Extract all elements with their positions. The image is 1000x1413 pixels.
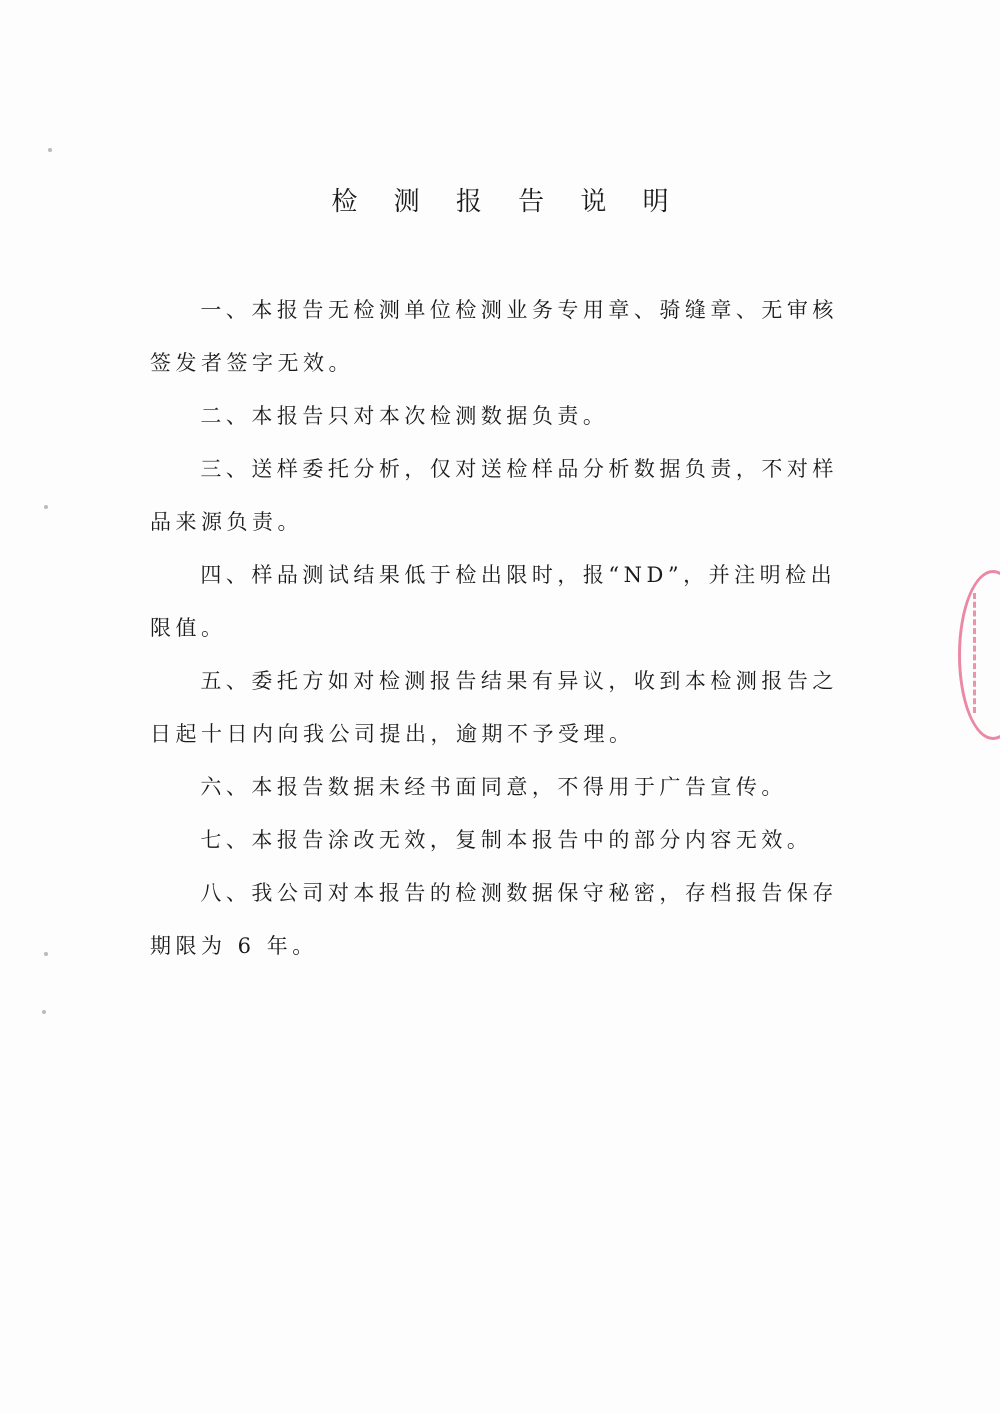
scan-speck (44, 952, 48, 956)
clause-6: 六、本报告数据未经书面同意，不得用于广告宣传。 (200, 775, 787, 799)
scan-speck (48, 148, 52, 152)
seal-stamp-fragment (958, 570, 1000, 740)
scan-speck (42, 1010, 46, 1014)
clause-8: 八、我公司对本报告的检测数据保守秘密，存档报告保存期限为 6 年。 (150, 881, 838, 958)
document-body (150, 284, 850, 973)
clause-7: 七、本报告涂改无效，复制本报告中的部分内容无效。 (200, 828, 813, 852)
page-title: 检 测 报 告 说 明 (331, 187, 683, 217)
clause-5: 五、委托方如对检测报告结果有异议，收到本检测报告之日起十日内向我公司提出，逾期不予受理。 (150, 669, 838, 746)
clause-1: 一、本报告无检测单位检测业务专用章、骑缝章、无审核签发者签字无效。 (150, 298, 838, 375)
scan-speck (44, 505, 48, 509)
clause-3: 三、送样委托分析，仅对送检样品分析数据负责，不对样品来源负责。 (150, 457, 838, 534)
clause-4: 四、样品测试结果低于检出限时，报“ND”，并注明检出限值。 (150, 563, 837, 640)
clause-2: 二、本报告只对本次检测数据负责。 (200, 404, 609, 428)
